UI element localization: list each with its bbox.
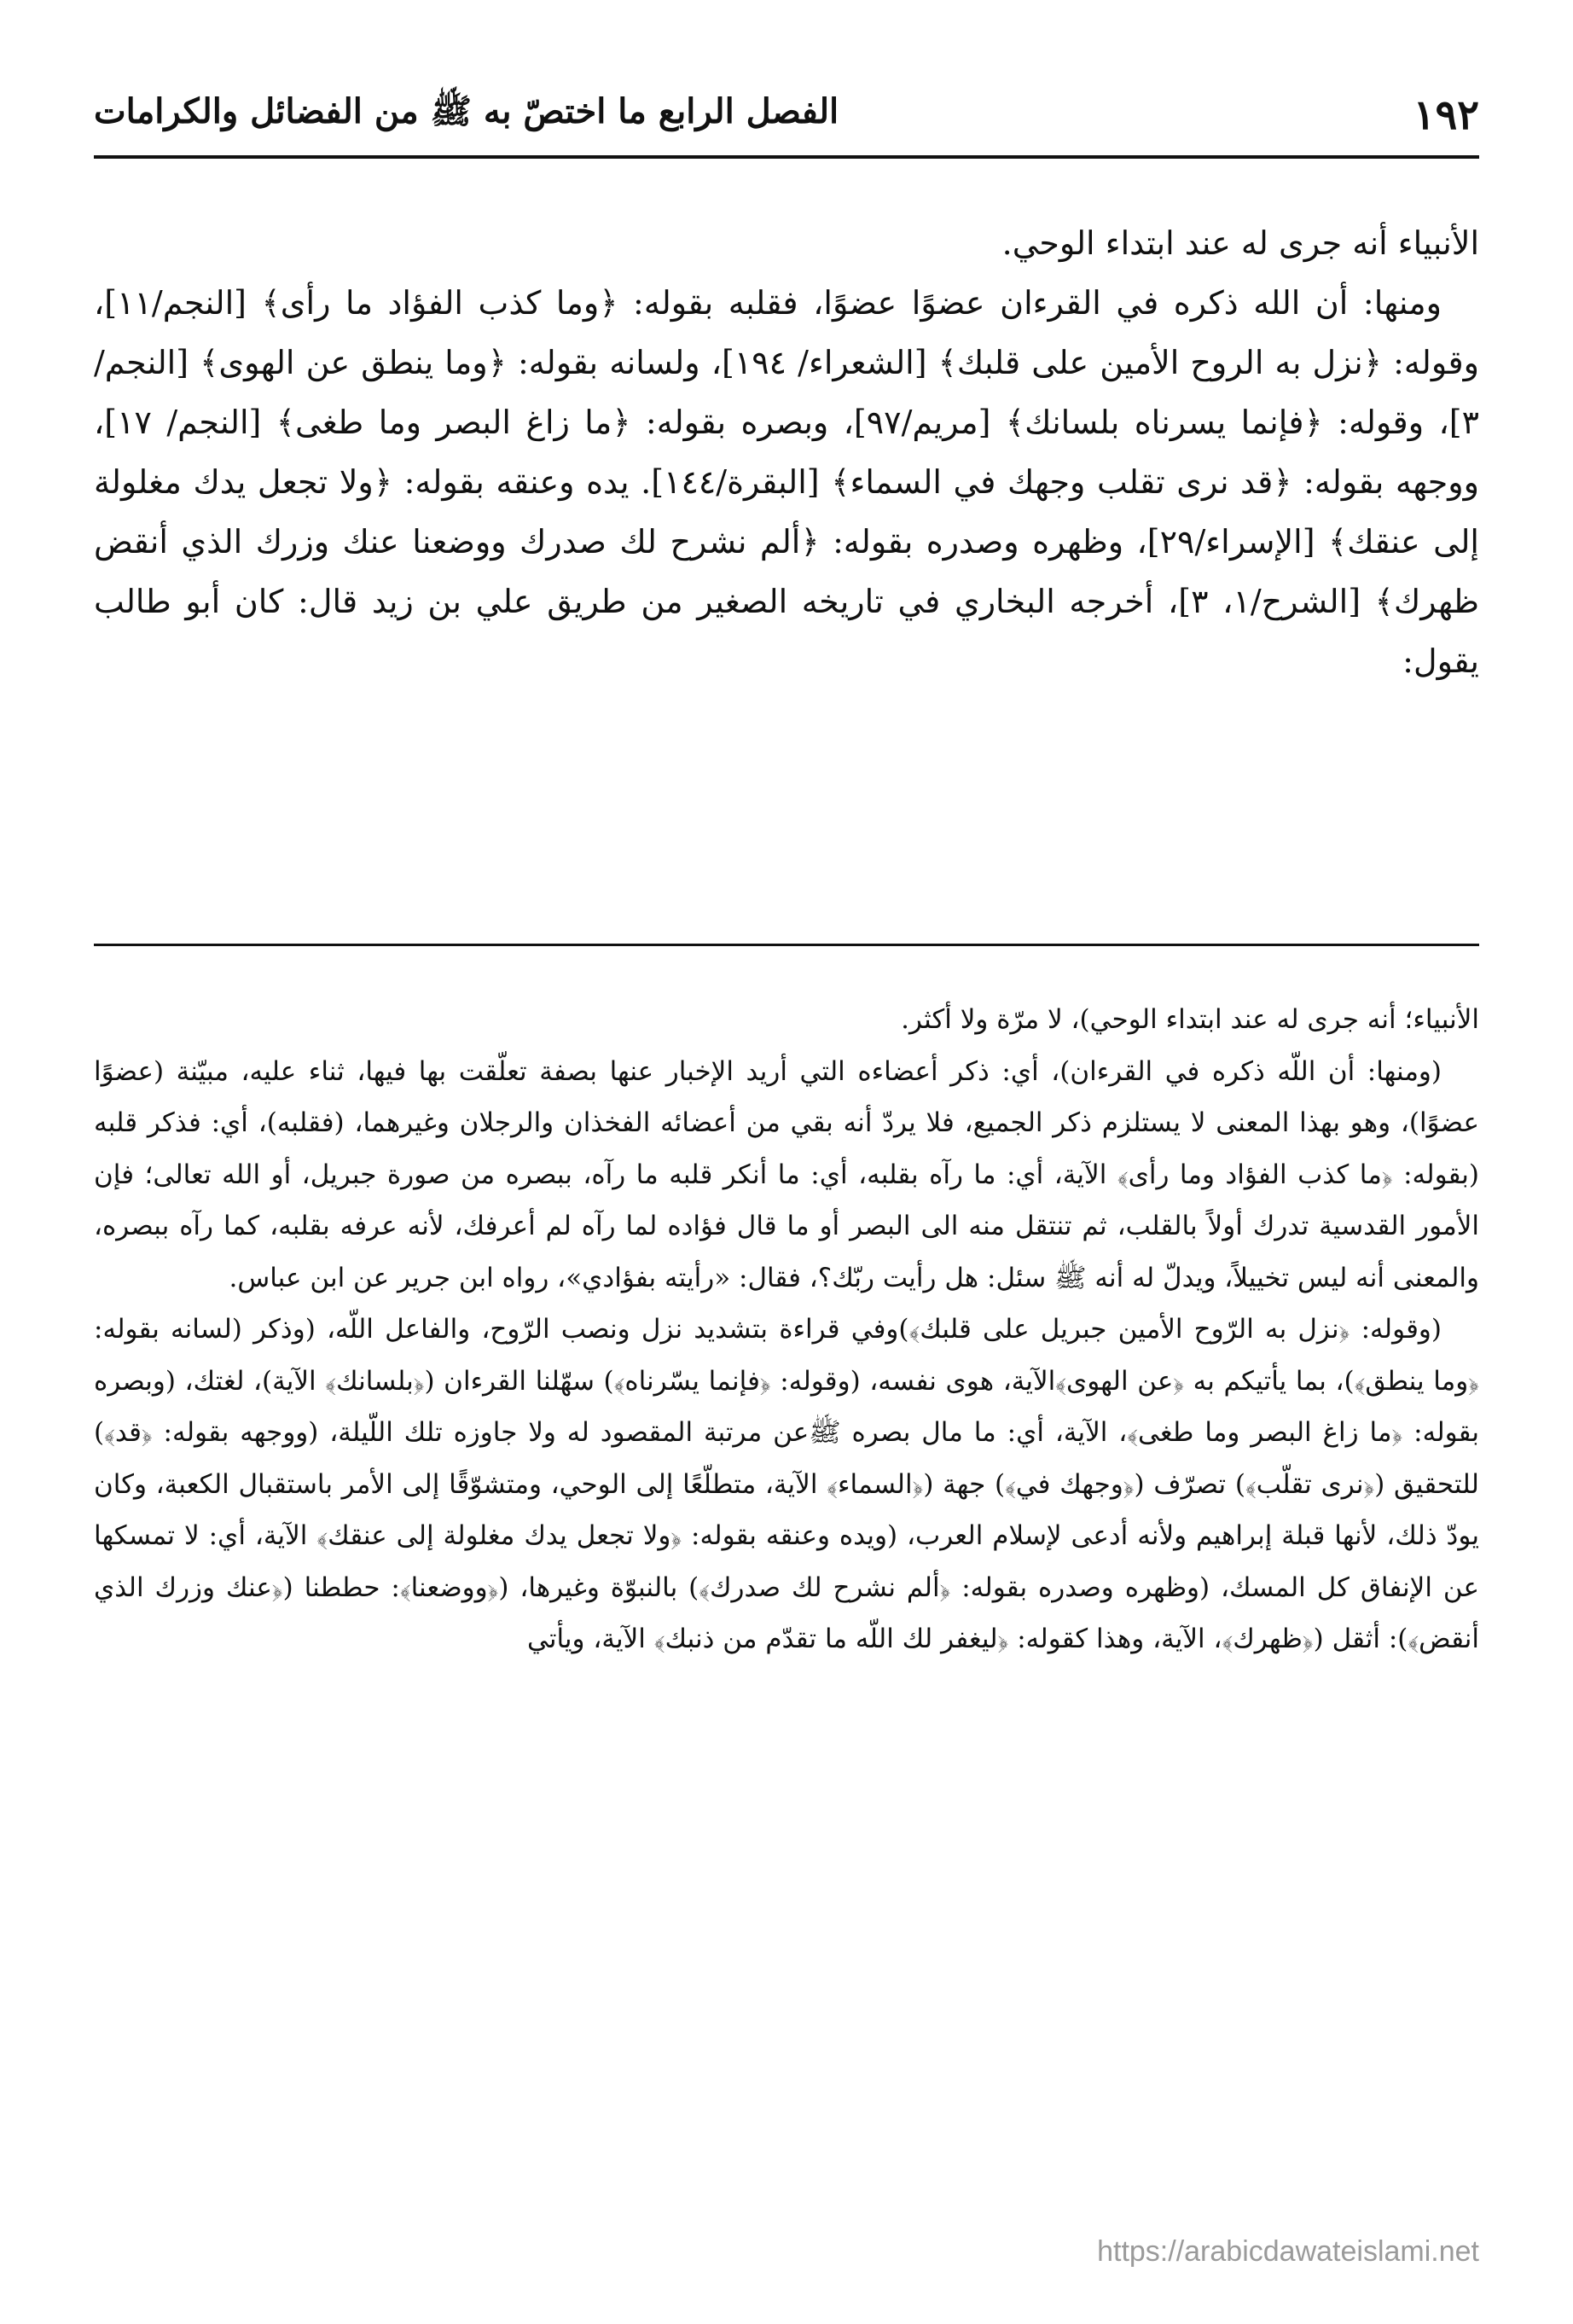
commentary-paragraph: (ومنها: أن اللّه ذكره في القرءان)، أي: ذكر أعضاءه التي أريد الإخبار عنها بصفة تعلّقت بها فيها، ثناء عليه، مبيّنة (عضوًا عضوًا)، وهو بهذا المعنى لا يستلزم ذكر الجميع، فلا يردّ أنه بقي من أعضائه الفخذان والرجلان وغيرهما، (فقلبه)، أي: فذكر قلبه (بقوله: ﴿ما كذب الفؤاد وما رأى﴾ الآية، أي: ما رآه بقلبه، أي: ما أنكر قلبه ما رآه، ببصره من صورة جبريل، أو الله تعالى؛ فإن الأمور القدسية تدرك أولاً بالقلب، ثم تنتقل منه الى البصر أو ما قال فؤاده لما رآه لم أعرفك، لأنه عرفه بقلبه، كما رآه ببصره، والمعنى أنه ليس تخييلاً، ويدلّ له أنه ﷺ سئل: هل رأيت ربّك؟، فقال: «رأيته بفؤادي»، رواه ابن جرير عن ابن عباس. bbox=[94, 1055, 1480, 1293]
commentary-paragraph: (وقوله: ﴿نزل به الرّوح الأمين جبريل على قلبك﴾)وفي قراءة بتشديد نزل ونصب الرّوح، والفاعل اللّه، (وذكر (لسانه بقوله: ﴿وما ينطق﴾)، بما يأتيكم به ﴿عن الهوى﴾الآية، هوى نفسه، (وقوله: ﴿فإنما يسّرناه﴾) سهّلنا القرءان (﴿بلسانك﴾ الآية)، لغتك، (وبصره بقوله: ﴿ما زاغ البصر وما طغى﴾، الآية، أي: ما مال بصره ﷺعن مرتبة المقصود له ولا جاوزه تلك اللّيلة، (ووجهه بقوله: ﴿قد﴾) للتحقيق (﴿نرى تقلّب﴾) تصرّف (﴿وجهك في﴾) جهة (﴿السماء﴾ الآية، متطلّعًا إلى الوحي، ومتشوّقًا إلى الأمر باستقبال الكعبة، وكان يودّ ذلك، لأنها قبلة إبراهيم ولأنه أدعى لإسلام العرب، (ويده وعنقه بقوله: ﴿ولا تجعل يدك مغلولة إلى عنقك﴾ الآية، أي: لا تمسكها عن الإنفاق كل المسك، (وظهره وصدره بقوله: ﴿ألم نشرح لك صدرك﴾) بالنبوّة وغيرها، (﴿ووضعنا﴾: حططنا (﴿عنك وزرك الذي أنقض﴾): أثقل (﴿ظهرك﴾، الآية، وهذا كقوله: ﴿ليغفر لك اللّه ما تقدّم من ذنبك﴾ الآية، ويأتي bbox=[94, 1314, 1479, 1654]
main-text-paragraph: الأنبياء أنه جرى له عند ابتداء الوحي. bbox=[1001, 224, 1479, 262]
running-title: الفصل الرابع ما اختصّ به ﷺ من الفضائل والكرامات bbox=[94, 91, 839, 131]
page-header bbox=[94, 81, 1479, 149]
main-text-paragraph: ومنها: أن الله ذكره في القرءان عضوًا عضوًا، فقلبه بقوله: ﴿وما كذب الفؤاد ما رأى﴾ [النجم/١١]، وقوله: ﴿نزل به الروح الأمين على قلبك﴾ [الشعراء/ ١٩٤]، ولسانه بقوله: ﴿وما ينطق عن الهوى﴾ [النجم/٣]، وقوله: ﴿فإنما يسرناه بلسانك﴾ [مريم/٩٧]، وبصره بقوله: ﴿ما زاغ البصر وما طغى﴾ [النجم/ ١٧]، ووجهه بقوله: ﴿قد نرى تقلب وجهك في السماء﴾ [البقرة/١٤٤]. يده وعنقه بقوله: ﴿ولا تجعل يدك مغلولة إلى عنقك﴾ [الإسراء/٢٩]، وظهره وصدره بقوله: ﴿ألم نشرح لك صدرك ووضعنا عنك وزرك الذي أنقض ظهرك﴾ [الشرح/١، ٣]، أخرجه البخاري في تاريخه الصغير من طريق علي بن زيد قال: كان أبو طالب يقول: bbox=[94, 284, 1479, 680]
commentary-text bbox=[94, 994, 1479, 1665]
header-divider bbox=[94, 155, 1479, 159]
page-number: ١٩٢ bbox=[1413, 91, 1479, 139]
site-watermark: https://arabicdawateislami.net bbox=[1097, 2235, 1479, 2268]
commentary-divider bbox=[94, 944, 1479, 946]
commentary-paragraph: الأنبياء؛ أنه جرى له عند ابتداء الوحي)، لا مرّة ولا أكثر. bbox=[901, 1004, 1479, 1035]
main-text bbox=[94, 213, 1479, 691]
